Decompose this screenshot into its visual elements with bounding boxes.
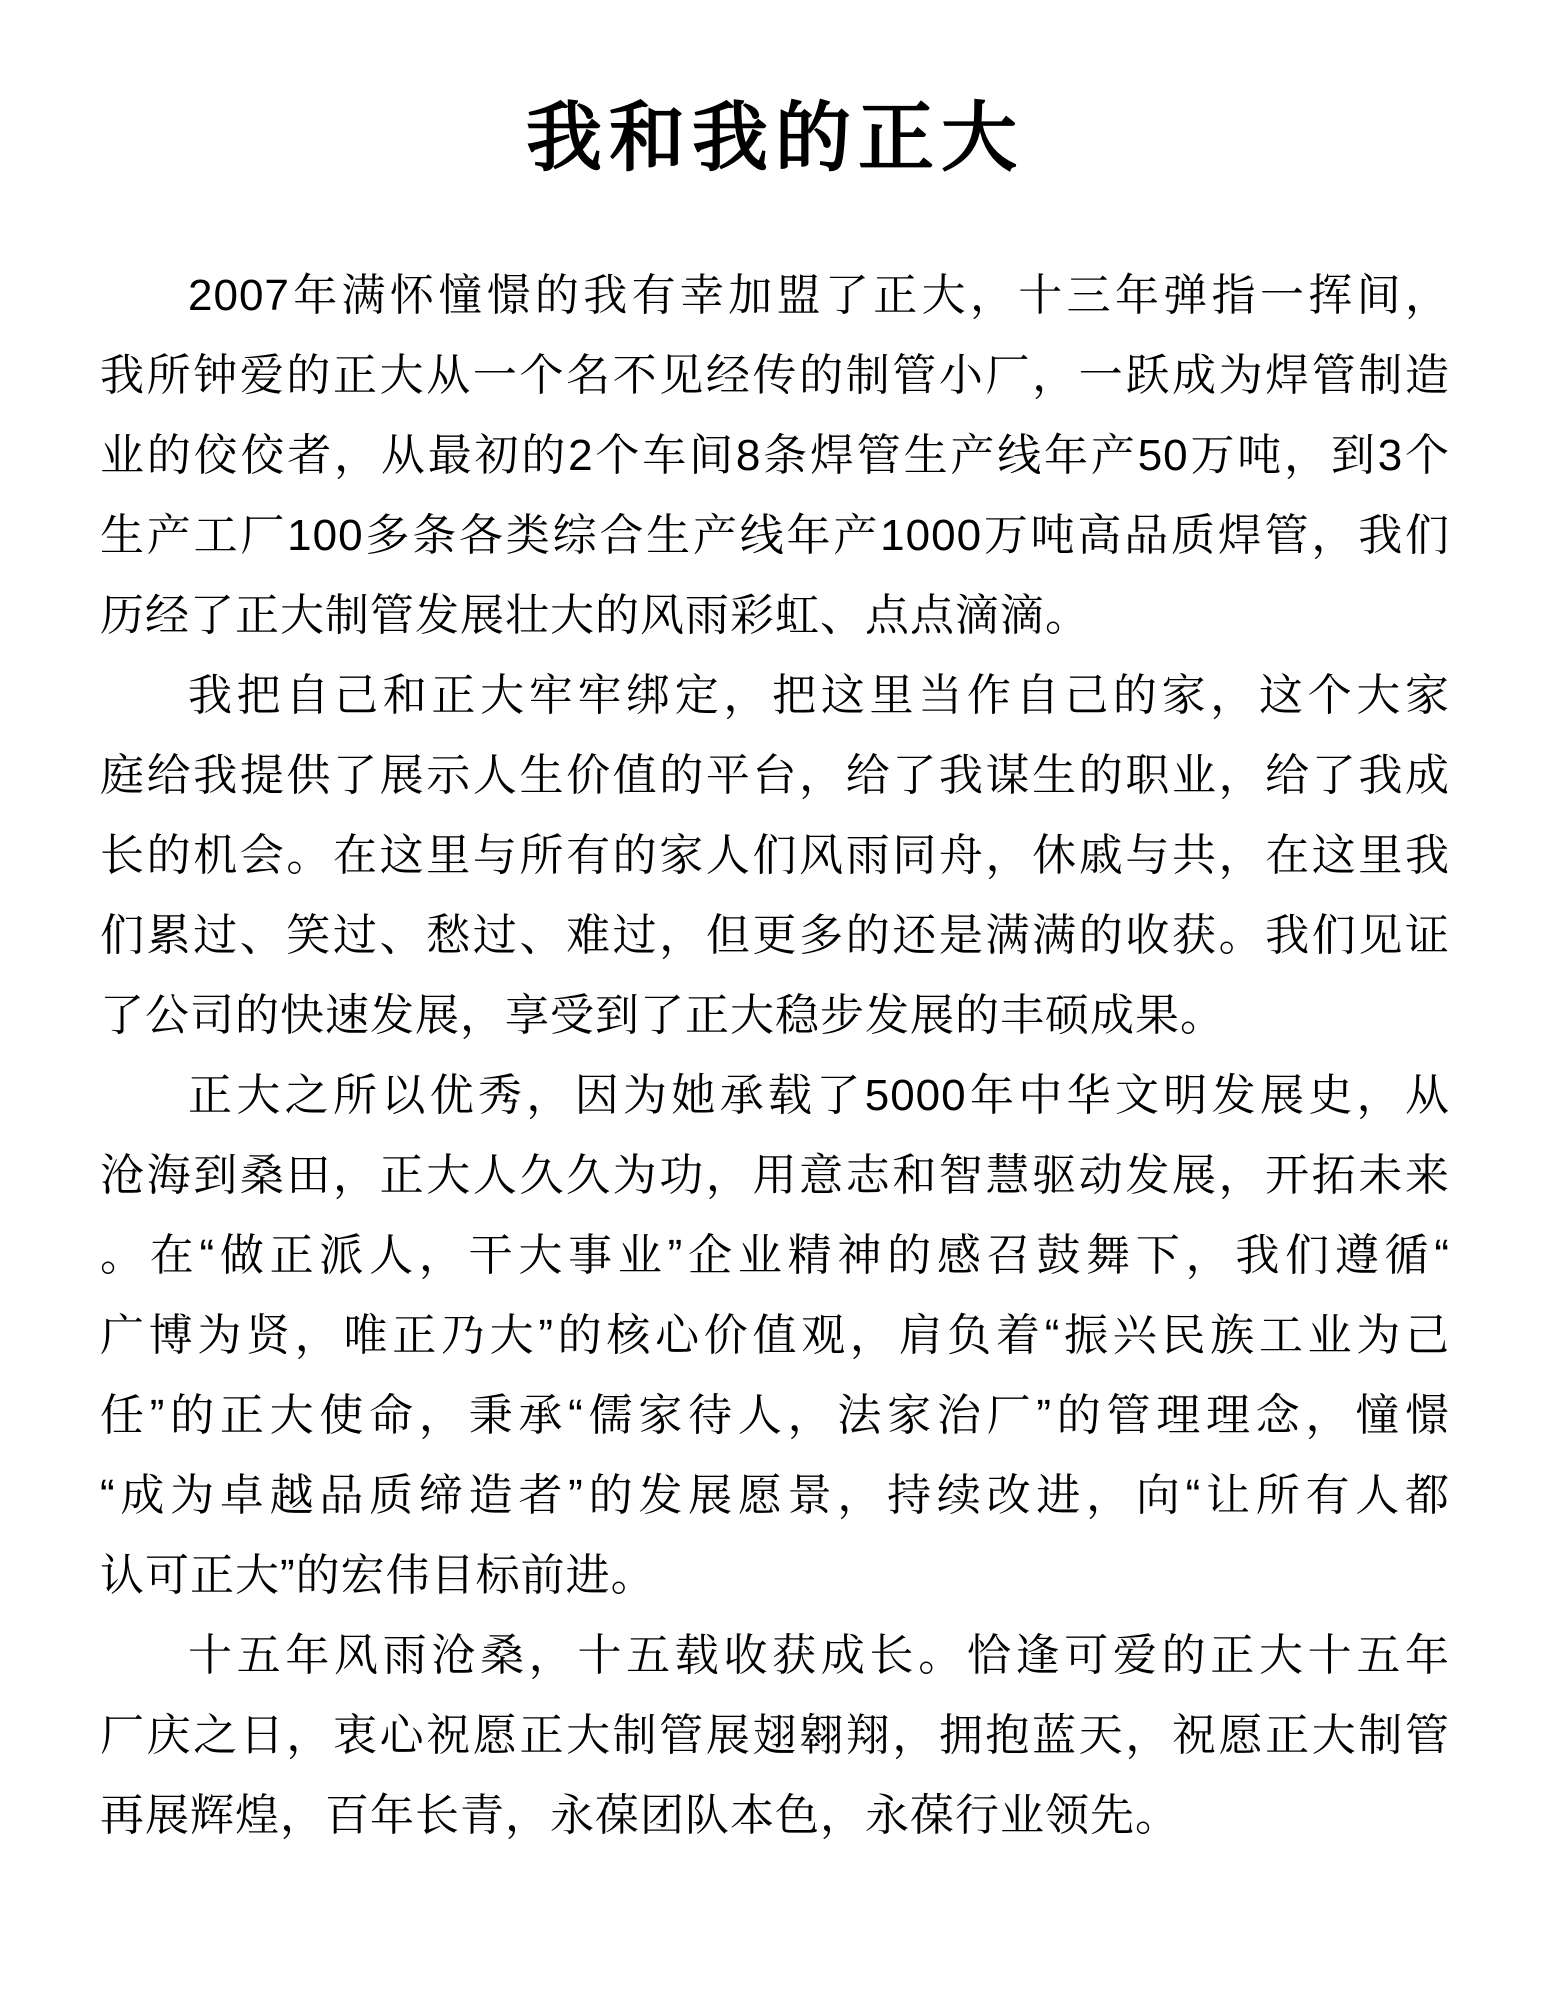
text-line: 我所钟爱的正大从一个名不见经传的制管小厂，一跃成为焊管制造 bbox=[100, 350, 1450, 400]
text-line: 我把自己和正大牢牢绑定，把这里当作自己的家，这个大家 bbox=[188, 670, 1450, 720]
text-line: 十五年风雨沧桑，十五载收获成长。恰逢可爱的正大十五年 bbox=[188, 1630, 1450, 1680]
text-line: 们累过、笑过、愁过、难过，但更多的还是满满的收获。我们见证 bbox=[100, 910, 1450, 960]
text-line: 历经了正大制管发展壮大的风雨彩虹、点点滴滴。 bbox=[100, 590, 1090, 640]
paragraph bbox=[100, 1616, 1450, 1856]
text-line: 认可正大”的宏伟目标前进。 bbox=[100, 1550, 656, 1600]
paragraph bbox=[100, 256, 1450, 656]
text-line: 正大之所以优秀，因为她承载了5000年中华文明发展史，从 bbox=[188, 1070, 1450, 1120]
paragraph bbox=[100, 656, 1450, 1056]
text-line: 任”的正大使命，秉承“儒家待人，法家治厂”的管理理念，憧憬 bbox=[100, 1390, 1450, 1440]
page-title: 我和我的正大 bbox=[526, 97, 1024, 181]
text-line: 厂庆之日，衷心祝愿正大制管展翅翱翔，拥抱蓝天，祝愿正大制管 bbox=[100, 1710, 1450, 1760]
text-line: 长的机会。在这里与所有的家人们风雨同舟，休戚与共，在这里我 bbox=[100, 830, 1450, 880]
text-line: 业的佼佼者，从最初的2个车间8条焊管生产线年产50万吨，到3个 bbox=[100, 430, 1450, 480]
text-line: 再展辉煌，百年长青，永葆团队本色，永葆行业领先。 bbox=[100, 1790, 1180, 1840]
text-line: “成为卓越品质缔造者”的发展愿景，持续改进，向“让所有人都 bbox=[100, 1470, 1450, 1520]
text-line: 庭给我提供了展示人生价值的平台，给了我谋生的职业，给了我成 bbox=[100, 750, 1450, 800]
text-line: 生产工厂100多条各类综合生产线年产1000万吨高品质焊管，我们 bbox=[100, 510, 1450, 560]
paragraph bbox=[100, 1056, 1450, 1616]
text-line: 广博为贤，唯正乃大”的核心价值观，肩负着“振兴民族工业为己 bbox=[100, 1310, 1450, 1360]
document-body bbox=[100, 256, 1450, 1856]
text-line: 沧海到桑田，正大人久久为功，用意志和智慧驱动发展，开拓未来 bbox=[100, 1150, 1450, 1200]
document-page bbox=[0, 97, 1550, 2002]
text-line: 2007年满怀憧憬的我有幸加盟了正大，十三年弹指一挥间， bbox=[188, 270, 1450, 320]
text-line: 。在“做正派人，干大事业”企业精神的感召鼓舞下，我们遵循“ bbox=[100, 1230, 1450, 1280]
text-line: 了公司的快速发展，享受到了正大稳步发展的丰硕成果。 bbox=[100, 990, 1225, 1040]
